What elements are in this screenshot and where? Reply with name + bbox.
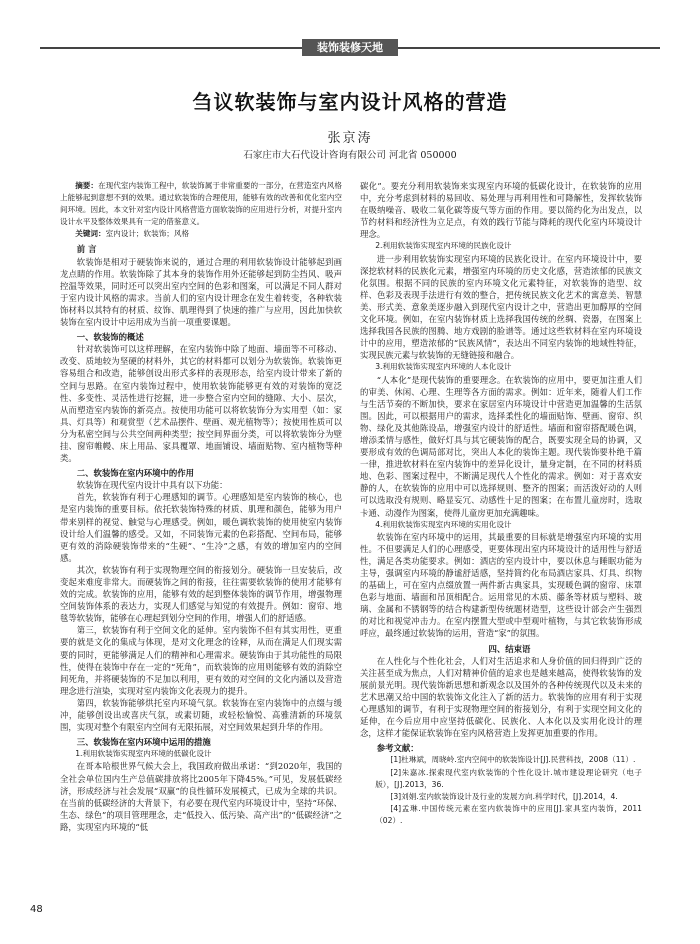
affiliation: 石家庄市大石代设计咨询有限公司 河北省 050000 [243, 150, 457, 161]
abstract-text: 在现代室内装饰工程中，软装饰属于非常重要的一部分，在营造室内风格上能够起到意想不到的效果。通过软装饰的合理使用，能够有效的改善和优化室内空间环境。因此，本文针对室内设计风格营造方面软装饰的应用进行分析，对提升室内设计水平及整体效果具有一定的借鉴意义。 [60, 181, 342, 227]
section-3-subheading-4: 4.利用软装饰实现室内环境的实用化设计 [375, 519, 512, 529]
left-column [60, 180, 342, 833]
section-2-paragraph-2: 首先，软装饰有利于心理感知的调节。心理感知是室内装饰的核心，也是室内装饰的重要目标。依托软装饰特殊的材质、肌理和颜色，能够为用户带来别样的视觉、触觉与心理感受。例如，暖色调软装饰的使用使室内装饰设计给人们温馨的感受。又如，不同装饰元素的色彩搭配、空间布局，能够更有效的消除硬装饰带来的“生硬”、“生冷”之感，有效的增加室内的空间感。 [60, 492, 342, 563]
reference-item: [4]孟琳.中国传统元素在室内软装饰中的应用[J].家具室内装饰，2011（02）. [375, 803, 642, 825]
right-paragraph-3: “人本化”是现代装饰的重要理念。在软装饰的应用中，要更加注重人们的审美、休闲、心理、生理等各方面的需求。例如：近年来，随着人们工作与生活节奏的不断加快，要求在家居室内环境设计中营造更加温馨的生活氛围。因此，可以根据用户的需求，选择柔性化的墙面贴饰、壁画、窗帘、织物、绿化及其他陈设品，增强室内设计的舒适性。墙面和窗帘搭配暖色调，增添柔情与感性，做好灯具与其它硬装饰的配合，既要实现全局的协调，又要形成有效的色调局部对比，突出人本化的装饰主题。现代装饰要朴绝千篇一律，推进软材料在室内装饰中的差异化设计，量身定制，在不同的材料质地、色彩、图案过程中，不断满足现代人个性化的需求。例如：对于喜欢安静的人，在软装饰的应用中可以选择规则、整齐的图案；而活泼好动的人则可以选取没有规则、略显妄冗、动感性十足的图案；在布置儿童房时，选取卡通、动漫作为图案，使得儿童房更加充满趣味。 [360, 374, 642, 518]
keywords [60, 228, 342, 240]
author: 张京涛 [327, 131, 373, 146]
reference-item: [1]杜琳斌，周晓岭.室内空间中的软装饰设计[J].民营科技，2008（11）. [390, 755, 636, 765]
section-3-subheading-1: 1.利用软装饰实现室内环境的低碳化设计 [75, 749, 212, 759]
section-3-subheading-2: 2.利用软装饰实现室内环境的民族化设计 [375, 241, 512, 251]
section-2-paragraph-5: 第四，软装饰能够烘托室内环境气氛。软装饰在室内装饰中的点缀与缓冲，能够创设出或喜庆气氛，或素切随，或轻松愉悦、高雅清新的环境氛围，实现对整个有限室内空间有无限拓展，对空间效果起到升华的作用。 [60, 697, 342, 733]
section-tag: 装饰装修天地 [302, 39, 398, 56]
section-3-subheading-3: 3.利用软装饰实现室内环境的人本化设计 [375, 362, 512, 372]
keywords-label: 关键词： [75, 229, 106, 239]
section-3-heading: 三、软装饰在室内环境中运用的措施 [76, 737, 211, 748]
section-2-paragraph-4: 第三，软装饰有利于空间文化的延伸。室内装饰不但有其实用性，更重要的就是文化的集成与体现，是对文化理念的诠释，从而在满足人们现实需要的同时，更能够满足人们的精神和心理需求。硬装饰由于其功能性的局限性，使得在装饰中存在一定的“死角”，而软装饰的应用则能够有效的消除空间死角，并将硬装饰的不足加以利用，更有效的对空间的文化内涵以及营造理念进行渲染，实现对室内装饰文化表现力的提升。 [60, 625, 342, 696]
reference-item: [3]刘娟.室内软装饰设计及行业的发展方向.科学时代，[J].2014，4. [390, 791, 618, 801]
section-2-heading: 二、软装饰在室内环境中的作用 [76, 468, 195, 479]
abstract [60, 180, 342, 228]
intro-paragraph: 软装饰是相对于硬装饰来说的，通过合理的利用软装饰设计能够起到画龙点睛的作用。软装饰除了其本身的装饰作用外还能够起到防尘挡风、吸声控温等效果，同时还可以突出室内空间的色彩和图案，可以满足不同人群对于室内设计风格的需求。当前人们的室内设计理念在发生着转变，各种软装饰材料以其特有的材质、纹饰、肌理得到了快速的推广与应用，因此加快软装饰在室内设计中运用成为当前一项重要课题。 [60, 256, 342, 328]
section-3-paragraph-1: 在哥本哈根世界气候大会上，我国政府做出承诺：“到2020年，我国的全社会单位国内生产总值碳排放将比2005年下降45%。”可见，发展低碳经济，形成经济与社会发展“双赢”的良性循环发展模式，已成为全球的共识。在当前的低碳经济的大背景下，有必要在现代室内环境设计中，坚持“环保、生态、绿色”的项目管理理念，走“低投入、低污染、高产出”的“低碳经济”之路，实现室内环境的“低 [60, 761, 342, 832]
reference-item: [2]朱嘉冰.探索现代室内软装饰的个性化设计.城市建设理论研究（电子版），[J].2013，36. [375, 767, 642, 789]
right-paragraph-1: 碳化”。要充分利用软装饰来实现室内环境的低碳化设计，在软装饰的应用中，充分考虑到材料的易回收、易处理与再利用性和可降解性，发挥软装饰在吸纳噪音、吸收二氧化碳等废气等方面的作用。要以简约化为出发点，以节约材料和经济性为立足点，有效的践行节能与降耗的现代化室内环境设计理念。 [360, 181, 642, 240]
right-paragraph-4: 软装饰在室内环境中的运用，其最重要的目标就是增强室内环境的实用性。不但要满足人们的心理感受，更要体现出室内环境设计的适用性与舒适性，满足各类功能要求。例如：酒店的室内设计中，要以休息与睡眠功能为主导，强调室内环境的静谧舒适感，坚持简约化布局酒店家具、灯具、织物的基础上，可在室内点缀放置一两件新古典家具，实现暖色调的窗帘、床罩色彩与地面、墙面和吊顶相配合。运用常见的木质、藤条等材质与塑料、玻璃、金属和不锈钢等的结合构建新型传统题材造型，这些设计部会产生强烈的对比和视觉冲击力。在室内摆置大型或中型观叶植物，与其它软装饰形成呼应，最终通过软装饰的运用，营造“家”的氛围。 [360, 531, 642, 639]
right-column [360, 180, 642, 827]
references-heading: 参考文献： [376, 743, 419, 754]
keywords-text: 室内设计；软装饰；风格 [105, 229, 190, 239]
abstract-label: 摘要： [75, 181, 99, 190]
intro-heading: 前 言 [76, 244, 97, 255]
section-4-heading: 四、结束语 [488, 643, 531, 654]
section-1-heading: 一、软装饰的概述 [76, 332, 144, 343]
page-number: 48 [30, 904, 43, 915]
right-paragraph-2: 进一步利用软装饰实现室内环境的民族化设计。在室内环境设计中，要深挖软材料的民族化元素，增强室内环境的历史文化感，营造浓郁的民族文化氛围。根据不同的民族的室内环境文化元素特征，对软装饰的造型、纹样、色彩及表现手法进行有效的整合，把传统民族文化艺术的寓意美、智慧美、形式美、意象美逐步融入到现代室内设计之中，营造出更加醇厚的空间文化环境。例如，在室内装饰材质上选择我国传统的丝绸、瓷器，在图案上选择我国各民族的图腾、地方戏剧的脸谱等。通过这些软材料在室内环境设计中的应用，塑造浓郁的“民族风情”，表达出不同室内装饰的地域性特征，实现民族元素与软装饰的无缝链接和融合。 [360, 253, 642, 361]
section-2-paragraph-1: 软装饰在现代室内设计中具有以下功能： [76, 480, 228, 491]
article-title: 刍议软装饰与室内设计风格的营造 [192, 90, 508, 114]
section-2-paragraph-3: 其次，软装饰有利于实现物理空间的衔接划分。硬装饰一旦安装后，改变起来难度非常大。而硬装饰之间的衔接，往往需要软装饰的使用才能够有效的完成。软装饰的应用，能够有效的起到整体装饰的调节作用，增强物理空间装饰体系的表达力，实现人们感觉与知觉的有效提升。例如：窗帘、地毯等软装饰，能够在心理起到划分空间的作用，增强人们的舒适感。 [60, 564, 342, 624]
section-1-paragraph: 针对软装饰可以这样理解，在室内装饰中除了地面、墙面等不可移动、改变、质地较为坚硬的材料外，其它的材料都可以划分为软装饰。软装饰更容易组合和改造，能够创设出形式多样的表现形态，给室内设计带来了新的空间与思路。在室内装饰过程中，使用软装饰能够更有效的对装饰的宽泛性、多变性、灵活性进行挖掘，进一步整合室内空间的缝隙、大小、层次，从而塑造室内装饰的新亮点。按使用功能可以将软装饰分为实用型（如：家具、灯具等）和观赏型（艺术品摆件、壁画、观光植物等）；按使用性质可以分为私密空间与公共空间两种类型；按空间界面分类，可以将软装饰分为壁挂、窗帘帷幔、床上用品、家具覆罩、地面铺设、墙面贴物、室内植物等种类。 [60, 344, 342, 464]
conclusion-paragraph: 在人性化与个性化社会，人们对生活追求和人身价值的回归得到广泛的关注甚至成为焦点，人们对精神价值的追求也是越来越高，使得软装饰的发展前景光明。现代装饰新思想和新观念以及国外的各种传统现代以及未来的艺术思潮又给中国的软装饰文化注入了新的活力。软装饰的应用有利于实现心理感知的调节，有利于实现物理空间的衔接划分，有利于实现空间文化的延伸，在今后应用中应坚持低碳化、民族化、人本化以及实用化设计的理念，这样才能保证软装饰在室内风格营造上发挥更加重要的作用。 [360, 655, 642, 739]
